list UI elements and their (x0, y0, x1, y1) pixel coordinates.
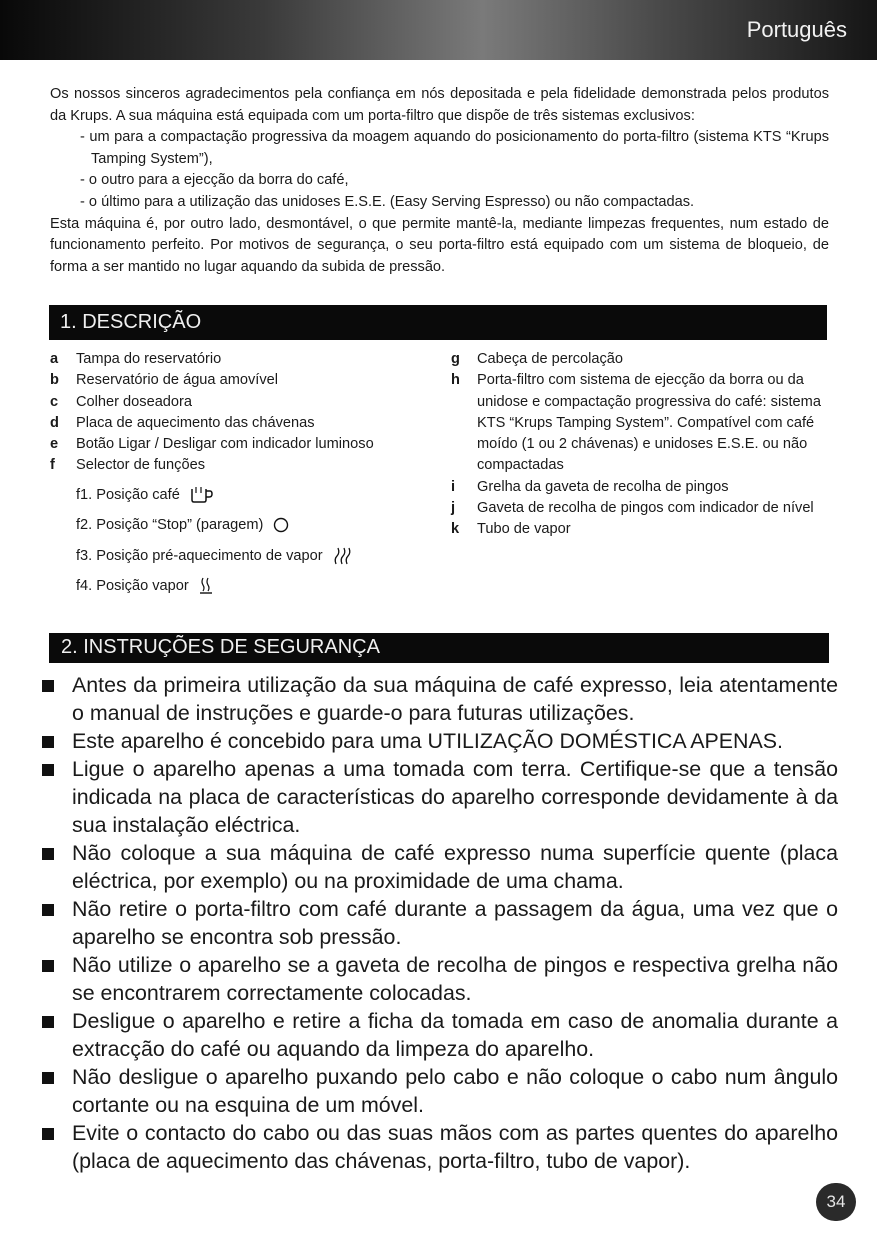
language-label: Português (746, 17, 847, 42)
list-item (451, 370, 836, 476)
bullet-square-icon (42, 1016, 54, 1028)
list-item (40, 1007, 838, 1063)
section-title: 2. INSTRUÇÕES DE SEGURANÇA (61, 636, 380, 658)
item-letter: k (451, 521, 460, 538)
item-letter: j (451, 500, 456, 517)
item-text: Porta-filtro com sistema de ejecção da borra ou da unidose e compactação progressiva do café: sistema KTS “Krups Tamping System”. Compatível com café moído (1 ou 2 chávenas) e unidoses E.S.E. ou não compactadas (477, 372, 821, 474)
item-text: Gaveta de recolha de pingos com indicador de nível (477, 500, 814, 517)
description-list-right (451, 349, 836, 541)
bullet-square-icon (42, 736, 54, 748)
list-item (50, 370, 430, 391)
list-item (50, 455, 430, 476)
bullet-text: Este aparelho é concebido para uma UTILIZAÇÃO DOMÉSTICA APENAS. (72, 729, 783, 753)
section-title: 1. DESCRIÇÃO (60, 311, 202, 333)
item-letter: f (50, 457, 55, 474)
intro-system-item: - o último para a utilização das unidoses E.S.E. (Easy Serving Espresso) ou não compactadas. (80, 193, 695, 210)
bullet-text: Evite o contacto do cabo ou das suas mãos com as partes quentes do aparelho (placa de aquecimento das chávenas, porta-filtro, tubo de vapor). (72, 1121, 838, 1173)
bullet-square-icon (42, 848, 54, 860)
item-text: Reservatório de água amovível (76, 372, 278, 389)
item-text: Placa de aquecimento das chávenas (76, 414, 315, 431)
list-item (40, 895, 838, 951)
list-item (451, 477, 836, 498)
safety-instructions-list (40, 671, 838, 1175)
function-position-item (76, 486, 215, 504)
list-item (40, 839, 838, 895)
list-item (40, 671, 838, 727)
bullet-square-icon (42, 1072, 54, 1084)
function-position-label: f4. Posição vapor (76, 577, 189, 594)
function-position-label: f3. Posição pré-aquecimento de vapor (76, 547, 323, 564)
list-item (40, 727, 838, 755)
bullet-text: Desligue o aparelho e retire a ficha da tomada em caso de anomalia durante a extracção do café ou aquando da limpeza do aparelho. (72, 1009, 838, 1061)
function-position-label: f2. Posição “Stop” (paragem) (76, 516, 264, 533)
item-text: Selector de funções (76, 457, 205, 474)
item-letter: e (50, 436, 59, 453)
list-item (50, 413, 430, 434)
bullet-text: Não retire o porta-filtro com café durante a passagem da água, uma vez que o aparelho se encontra sob pressão. (72, 897, 838, 949)
item-text: Tubo de vapor (477, 521, 571, 538)
bullet-square-icon (42, 680, 54, 692)
bullet-text: Ligue o aparelho apenas a uma tomada com terra. Certifique-se que a tensão indicada na placa de características do aparelho corresponde devidamente à da sua instalação eléctrica. (72, 757, 838, 837)
intro-text (50, 84, 829, 278)
steam-icon (198, 576, 214, 596)
bullet-text: Não coloque a sua máquina de café expresso numa superfície quente (placa eléctrica, por exemplo) ou na proximidade de uma chama. (72, 841, 838, 893)
function-position-item (76, 576, 214, 596)
function-position-item (76, 516, 290, 534)
list-item (40, 951, 838, 1007)
coffee-cup-icon (189, 486, 215, 504)
item-letter: c (50, 393, 59, 410)
list-item (451, 519, 836, 540)
function-position-item (76, 546, 352, 566)
intro-system-item: - o outro para a ejecção da borra do café, (80, 172, 349, 189)
list-item (40, 1063, 838, 1119)
list-item (40, 755, 838, 839)
description-list-left (50, 349, 430, 477)
steam-preheat-icon (332, 546, 352, 566)
bullet-text: Não utilize o aparelho se a gaveta de recolha de pingos e respectiva grelha não se encontrarem correctamente colocadas. (72, 953, 838, 1005)
list-item (451, 349, 836, 370)
item-letter: g (451, 351, 460, 367)
intro-system-item: - um para a compactação progressiva da moagem aquando do posicionamento do porta-filtro (sistema KTS “Krups Tamping System”), (80, 129, 829, 167)
bullet-text: Antes da primeira utilização da sua máquina de café expresso, leia atentamente o manual de instruções e guarde-o para futuras utilizações. (72, 673, 838, 725)
item-text: Botão Ligar / Desligar com indicador luminoso (76, 436, 374, 453)
item-text: Grelha da gaveta de recolha de pingos (477, 478, 729, 495)
list-item (50, 349, 430, 370)
circle-stop-icon (272, 516, 290, 534)
intro-paragraph: Esta máquina é, por outro lado, desmontável, o que permite mantê-la, mediante limpezas frequentes, num estado de funcionamento perfeito. Por motivos de segurança, o seu porta-filtro está equipado com um sistema de bloqueio, de forma a ser mantido no lugar aquando da subida de pressão. (50, 215, 829, 275)
item-text: Cabeça de percolação (477, 351, 624, 367)
section-heading-description (49, 305, 827, 340)
bullet-square-icon (42, 904, 54, 916)
item-letter: d (50, 414, 59, 431)
page-header (0, 0, 877, 60)
page-number: 34 (816, 1183, 856, 1221)
list-item (40, 1119, 838, 1175)
intro-paragraph: Os nossos sinceros agradecimentos pela confiança em nós depositada e pela fidelidade demonstrada pelos produtos da Krups. A sua máquina está equipada com um porta-filtro que dispõe de três sistemas exclusivos: (50, 86, 829, 124)
section-heading-safety (49, 633, 829, 663)
item-letter: b (50, 372, 59, 389)
list-item (50, 434, 430, 455)
bullet-text: Não desligue o aparelho puxando pelo cabo e não coloque o cabo num ângulo cortante ou na esquina de um móvel. (72, 1065, 838, 1117)
bullet-square-icon (42, 960, 54, 972)
list-item (451, 498, 836, 519)
item-text: Tampa do reservatório (76, 351, 222, 367)
list-item (50, 392, 430, 413)
function-position-label: f1. Posição café (76, 486, 180, 503)
bullet-square-icon (42, 764, 54, 776)
item-letter: i (451, 478, 456, 495)
bullet-square-icon (42, 1128, 54, 1140)
item-text: Colher doseadora (76, 393, 193, 410)
item-letter: h (451, 372, 460, 389)
item-letter: a (50, 351, 59, 367)
